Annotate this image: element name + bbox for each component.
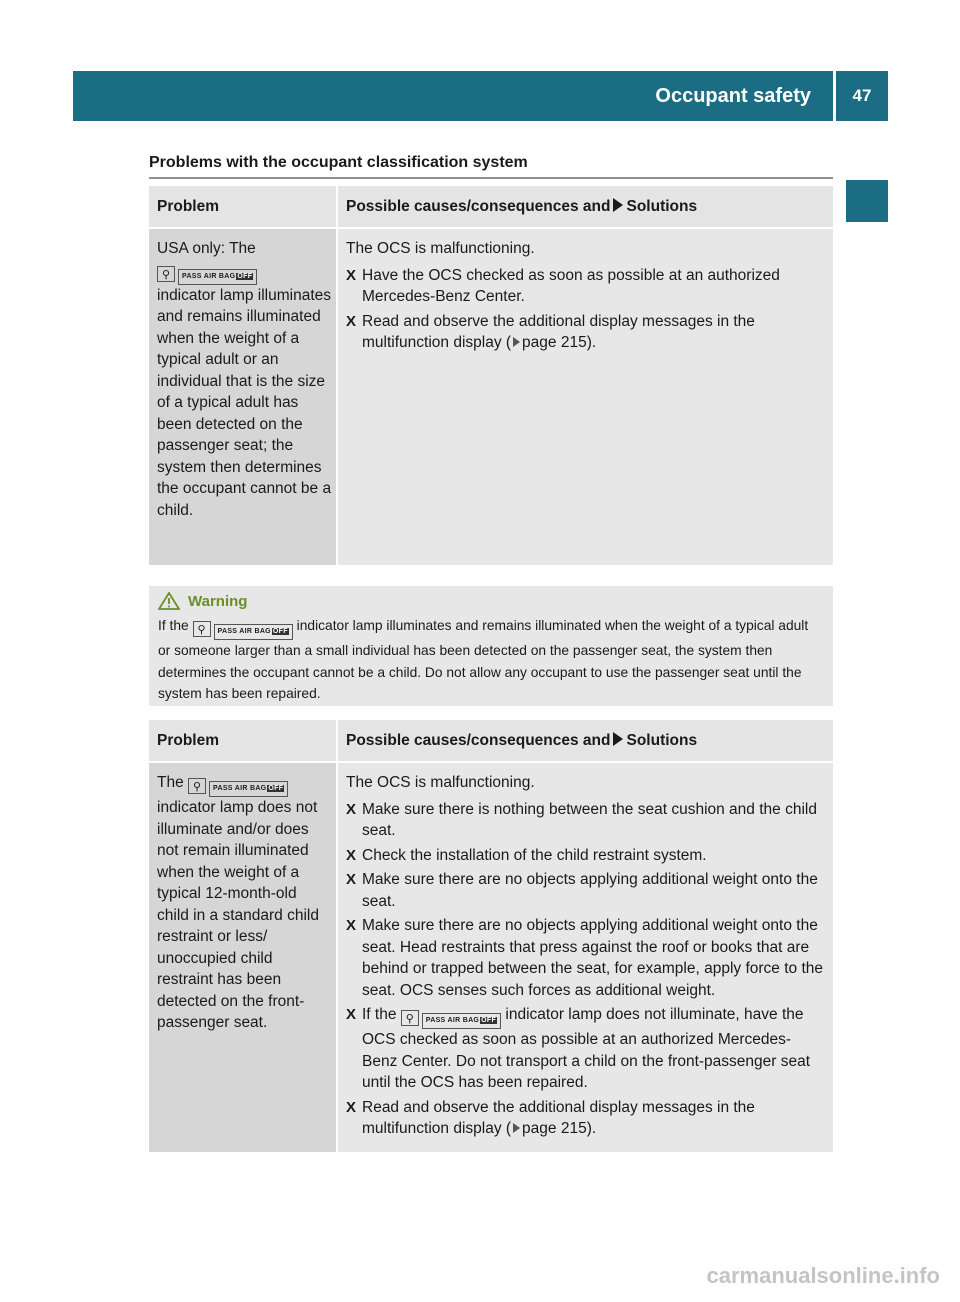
header-bar <box>73 71 888 121</box>
step-mark-icon: X <box>346 917 357 934</box>
page-ref-icon <box>513 337 520 347</box>
problem-text: indicator lamp does not illuminate and/or does not remain illuminated when the weight of a typical 12-month-old child in a standard child restraint or less/ unoccupied child restraint has been detected on the front-passenger seat. <box>157 799 319 1031</box>
section-title: Problems with the occupant classification system <box>149 154 528 171</box>
list-item: X Have the OCS checked as soon as possible at an authorized Mercedes-Benz Center. <box>346 266 780 305</box>
table-header-row <box>149 186 833 228</box>
step-mark-icon: X <box>346 800 357 818</box>
cause-text: The OCS is malfunctioning. <box>346 240 535 257</box>
header-title: Occupant safety <box>655 84 811 107</box>
list-item: X Check the installation of the child restraint system. <box>346 845 825 867</box>
problem-prefix: The <box>157 774 184 791</box>
title-rule <box>149 177 833 179</box>
step-mark-icon: X <box>346 312 357 330</box>
list-item: X If the ⚲ PASS AIR BAG OFF indicator lamp does not illuminate, have the OCS checked as soon as possible at an authorized Mercedes-Benz Center. Do not transport a child on the front-passenger seat until the OCS has been repaired. <box>346 1006 811 1091</box>
table-row <box>149 228 833 565</box>
seat-occupied-icon: ⚲ <box>401 1010 419 1026</box>
problem-text: indicator lamp illuminates and remains illuminated when the weight of a typical adult or an individual that is the size of a typical adult has been detected on the passenger seat; the system then determines the occupant cannot be a child. <box>157 286 332 519</box>
warning-text: If the ⚲ PASS AIR BAG OFF indicator lamp illuminates and remains illuminated when the weight of a typical adult or someone larger than a small individual has been detected on the passenger seat, the system then determines the occupant cannot be a child. Do not allow any occupant to use the passenger seat until the system has been repaired. <box>158 618 809 701</box>
header-causes-prefix: Possible causes/consequences and <box>346 731 611 749</box>
list-item: X Read and observe the additional display messages in the multifunction display ( page 215). <box>346 312 755 351</box>
step-mark-icon: X <box>346 266 357 284</box>
warning-triangle-icon <box>158 592 180 610</box>
warning-heading-text: Warning <box>188 592 248 610</box>
arrow-right-icon <box>613 198 623 212</box>
step-mark-icon: X <box>346 846 357 864</box>
causes-cell <box>337 762 833 1152</box>
table-header-row <box>149 720 833 762</box>
pass-air-bag-off-icon: PASS AIR BAG OFF <box>422 1013 501 1029</box>
solution-list <box>346 799 825 1140</box>
problem-table-1 <box>149 186 833 565</box>
list-item: X Make sure there are no objects applying additional weight onto the seat. Head restraints that press against the roof or books that are behind or trapped between the seat, for example, apply force to the seat. OCS senses such forces as additional weight. <box>346 917 823 999</box>
cause-text: The OCS is malfunctioning. <box>346 774 535 791</box>
solution-list <box>346 265 825 354</box>
page-reference[interactable]: page 215). <box>522 334 597 351</box>
step-mark-icon: X <box>346 1098 357 1116</box>
page-ref-icon <box>513 1123 520 1133</box>
header-causes-suffix: Solutions <box>626 197 698 215</box>
list-item: X Read and observe the additional display messages in the multifunction display ( page 215). <box>346 1098 755 1137</box>
list-item: X Make sure there are no objects applying additional weight onto the seat. <box>346 871 818 910</box>
step-mark-icon: X <box>346 1006 357 1023</box>
causes-cell <box>337 228 833 565</box>
problem-cell <box>149 228 337 565</box>
arrow-right-icon <box>613 732 623 746</box>
seat-occupied-icon: ⚲ <box>193 621 211 637</box>
side-tab-label: Safety <box>855 259 878 321</box>
header-causes-prefix: Possible causes/consequences and <box>346 197 611 215</box>
warning-heading <box>158 592 823 610</box>
seat-occupied-icon: ⚲ <box>157 266 175 282</box>
page-number: 47 <box>852 86 872 105</box>
header-causes-suffix: Solutions <box>626 731 698 749</box>
warning-box <box>149 586 833 706</box>
header-causes <box>337 720 833 762</box>
pass-air-bag-off-icon: PASS AIR BAG OFF <box>178 269 257 285</box>
problem-cell <box>149 762 337 1152</box>
step-mark-icon: X <box>346 871 357 888</box>
page-reference[interactable]: page 215). <box>522 1120 597 1137</box>
footer-watermark: carmanualsonline.info <box>706 1263 940 1288</box>
table-row <box>149 762 833 1152</box>
list-item: X Make sure there is nothing between the seat cushion and the child seat. <box>346 800 817 839</box>
pass-air-bag-off-icon: PASS AIR BAG OFF <box>214 624 293 640</box>
header-problem: Problem <box>149 720 337 762</box>
header-problem: Problem <box>149 186 337 228</box>
header-causes <box>337 186 833 228</box>
seat-occupied-icon: ⚲ <box>188 778 206 794</box>
side-tab-marker <box>846 180 888 222</box>
problem-table-2 <box>149 720 833 1152</box>
pass-air-bag-off-icon: PASS AIR BAG OFF <box>209 781 288 797</box>
problem-prefix: USA only: The <box>157 240 256 257</box>
